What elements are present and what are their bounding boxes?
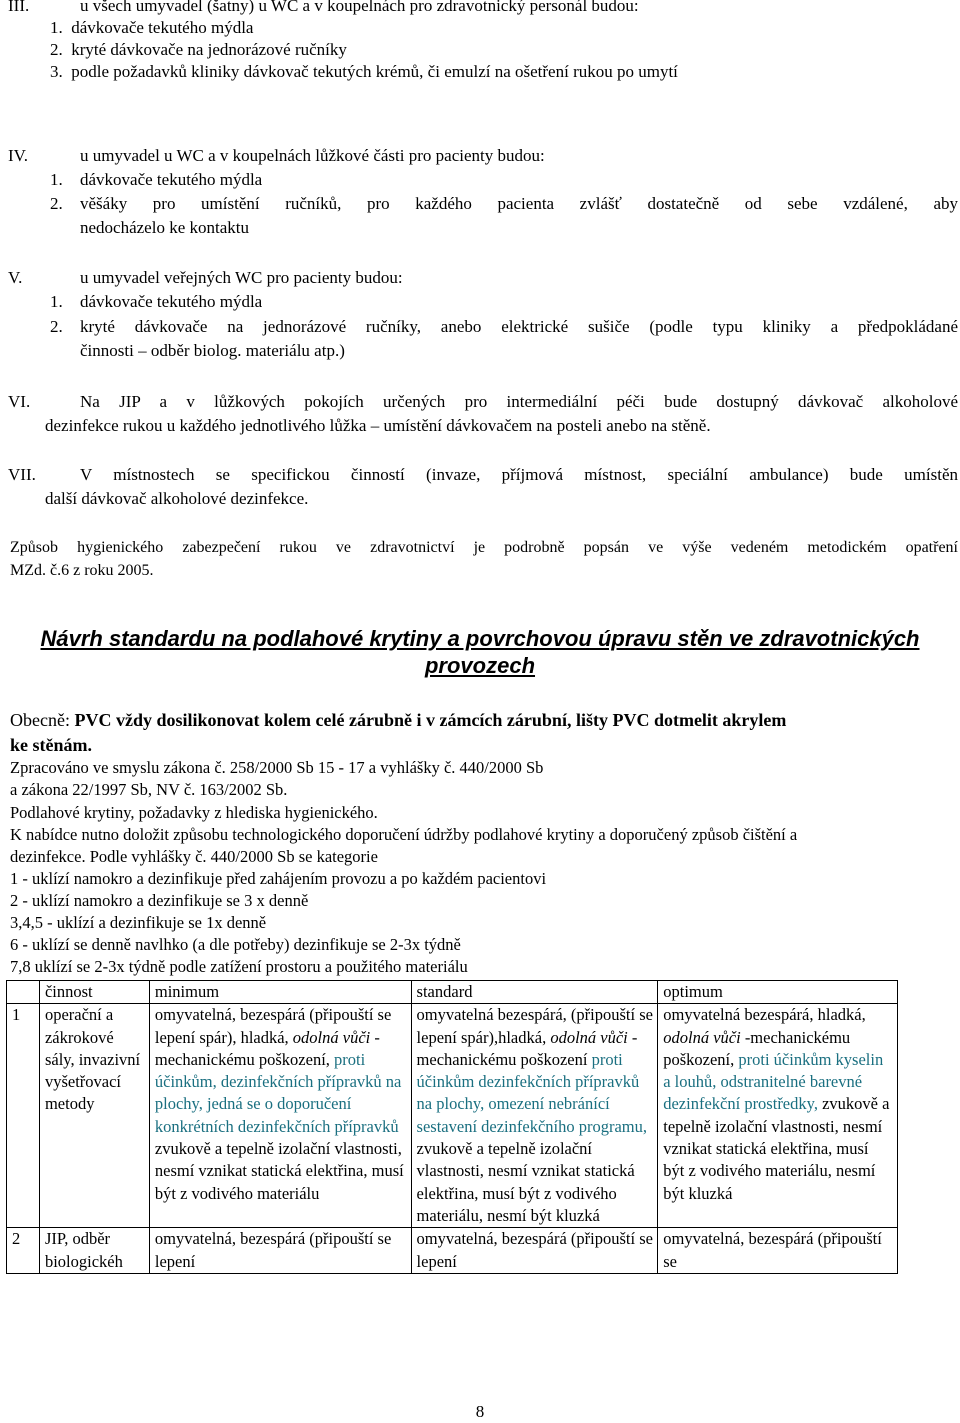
table-header-cell bbox=[7, 981, 40, 1004]
section-vi-label: VI. bbox=[8, 392, 31, 411]
minimum-text: zvukově a tepelně izolační vlastnosti, nesmí vznikat statická elektřina, musí být z vodivého materiálu bbox=[154, 1139, 404, 1203]
table-row bbox=[7, 1228, 898, 1274]
table-header-cell: standard bbox=[411, 981, 658, 1004]
standard-heading-line-1: Návrh standardu na podlahové krytiny a povrchovou úpravu stěn ve zdravotnických bbox=[40, 626, 920, 651]
standard-text: omyvatelná bezespárá, (připouští se lepení spár),hladká, bbox=[416, 1005, 653, 1047]
section-iii-item-2: 2. kryté dávkovače na jednorázové ručníky bbox=[50, 40, 347, 59]
section-iv-intro: u umyvadel u WC a v koupelnách lůžkové části pro pacienty budou: bbox=[80, 146, 545, 165]
section-v-item-1-num: 1. bbox=[50, 292, 63, 311]
section-v-item-2-num: 2. bbox=[50, 317, 63, 336]
optimum-teal-text: proti účinkům kyselin a louhů, odstranitelné barevné dezinfekční prostředky, bbox=[663, 1049, 884, 1114]
body-line: dezinfekce. Podle vyhlášky č. 440/2000 Sb se kategorie bbox=[10, 847, 378, 866]
section-vii-line-2: další dávkovač alkoholové dezinfekce. bbox=[45, 489, 309, 508]
standard-text: -mechanickému poškození bbox=[416, 1027, 638, 1069]
section-iv-item-1: dávkovače tekutého mýdla bbox=[80, 170, 263, 189]
standard-teal-text: proti účinkům dezinfekčních přípravků na plochy, omezení nebránící sestavení dezinfekčního programu, bbox=[416, 1049, 648, 1136]
section-v-item-2-line-2: činnosti – odběr biolog. materiálu atp.) bbox=[80, 341, 345, 360]
section-iii-label: III. bbox=[8, 0, 30, 15]
section-v-item-1: dávkovače tekutého mýdla bbox=[80, 292, 263, 311]
general-bold-line-2: ke stěnám. bbox=[10, 735, 92, 755]
page-number: 8 bbox=[475, 1402, 485, 1421]
table-row bbox=[7, 1004, 898, 1228]
section-iv-item-1-num: 1. bbox=[50, 170, 63, 189]
section-iv-item-2-line-2: nedocházelo ke kontaktu bbox=[80, 218, 249, 237]
general-bold-line-1: PVC vždy dosilikonovat kolem celé zárubně i v zámcích zárubní, lišty PVC dotmelit akrylem bbox=[74, 710, 787, 730]
method-note-line-1: Způsob hygienického zabezpečení rukou ve zdravotnictví je podrobně popsán ve výše vedeném metodickém opatření bbox=[10, 539, 958, 556]
section-v-intro: u umyvadel veřejných WC pro pacienty budou: bbox=[80, 268, 403, 287]
row-standard: omyvatelná, bezespárá (připouští se lepení bbox=[411, 1228, 658, 1274]
minimum-text: omyvatelná, bezespárá (připouští se lepení spár), hladká, bbox=[154, 1005, 392, 1047]
standard-italic: odolná vůči bbox=[550, 1027, 628, 1047]
general-statement bbox=[10, 708, 786, 732]
row-number: 1 bbox=[7, 1004, 40, 1228]
minimum-italic: odolná vůči bbox=[292, 1027, 371, 1047]
minimum-text: -mechanickému poškození, bbox=[154, 1027, 380, 1069]
section-v-label: V. bbox=[8, 268, 23, 287]
minimum-teal-text: proti účinkům, dezinfekčních přípravků na plochy, jedná se o doporučení konkrétních dezinfekčních přípravků bbox=[154, 1049, 402, 1136]
section-v-item-2-line-1: kryté dávkovače na jednorázové ručníky, anebo elektrické sušiče (podle typu kliniky a předpokládané bbox=[80, 317, 958, 336]
general-label: Obecně: bbox=[10, 710, 75, 730]
flooring-standards-table bbox=[6, 980, 898, 1274]
table-header-cell: činnost bbox=[39, 981, 149, 1004]
section-vi-line-1: Na JIP a v lůžkových pokojích určených pro intermediální péči bude dostupný dávkovač alkoholové bbox=[80, 392, 958, 411]
section-iii-item-1: 1. dávkovače tekutého mýdla bbox=[50, 18, 254, 37]
body-line: 6 - uklízí se denně navlhko (a dle potřeby) dezinfikuje se 2-3x týdně bbox=[10, 935, 461, 954]
table-header-row bbox=[7, 981, 898, 1004]
row-activity: operační a zákrokové sály, invazivní vyšetřovací metody bbox=[39, 1004, 149, 1228]
row-optimum: omyvatelná, bezespárá (připouští se bbox=[658, 1228, 898, 1274]
row-minimum bbox=[149, 1004, 411, 1228]
row-number: 2 bbox=[7, 1228, 40, 1274]
optimum-italic: odolná vůči bbox=[663, 1027, 741, 1047]
row-optimum bbox=[658, 1004, 898, 1228]
body-line: a zákona 22/1997 Sb, NV č. 163/2002 Sb. bbox=[10, 780, 288, 799]
section-iii-item-3: 3. podle požadavků kliniky dávkovač tekutých krémů, či emulzí na ošetření rukou po umytí bbox=[50, 62, 678, 81]
body-line: 2 - uklízí namokro a dezinfikuje se 3 x denně bbox=[10, 891, 309, 910]
section-vii-line-1: V místnostech se specifickou činností (invaze, příjmová místnost, speciální ambulance) bude umístěn bbox=[80, 465, 958, 484]
row-standard bbox=[411, 1004, 658, 1228]
table-header-cell: optimum bbox=[658, 981, 898, 1004]
section-vii-label: VII. bbox=[8, 465, 36, 484]
standard-text: zvukově a tepelně izolační vlastnosti, nesmí vznikat statická elektřina, musí být z vodivého materiálu, nesmí být kluzká bbox=[416, 1139, 635, 1225]
row-activity: JIP, odběr biologickéh bbox=[39, 1228, 149, 1274]
section-vi-line-2: dezinfekce rukou u každého jednotlivého lůžka – umístění dávkovačem na posteli anebo na stěně. bbox=[45, 416, 711, 435]
standard-heading bbox=[10, 625, 950, 679]
optimum-text: omyvatelná bezespárá, hladká, bbox=[663, 1005, 866, 1025]
row-minimum: omyvatelná, bezespárá (připouští se lepení bbox=[149, 1228, 411, 1274]
table-header-cell: minimum bbox=[149, 981, 411, 1004]
section-iv-label: IV. bbox=[8, 146, 28, 165]
section-iii-intro: u všech umyvadel (šatny) u WC a v koupelnách pro zdravotnický personál budou: bbox=[80, 0, 639, 15]
body-line: 3,4,5 - uklízí a dezinfikuje se 1x denně bbox=[10, 913, 267, 932]
optimum-text: -mechanickému poškození, bbox=[663, 1027, 851, 1069]
body-line: K nabídce nutno doložit způsobu technologického doporučení údržby podlahové krytiny a doporučený způsob čištění a bbox=[10, 825, 798, 844]
standard-heading-line-2: provozech bbox=[424, 653, 536, 678]
body-line: 1 - uklízí namokro a dezinfikuje před zahájením provozu a po každém pacientovi bbox=[10, 869, 547, 888]
body-line: 7,8 uklízí se 2-3x týdně podle zatížení prostoru a použitého materiálu bbox=[10, 957, 468, 976]
section-iv-item-2-num: 2. bbox=[50, 194, 63, 213]
method-note-line-2: MZd. č.6 z roku 2005. bbox=[10, 562, 154, 579]
optimum-text: zvukově a tepelně izolační vlastnosti, nesmí vznikat statická elektřina, musí být z vodivého materiálu, nesmí být kluzká bbox=[663, 1094, 890, 1203]
body-line: Podlahové krytiny, požadavky z hlediska hygienického. bbox=[10, 803, 378, 822]
section-iv-item-2-line-1: věšáky pro umístění ručníků, pro každého pacienta zvlášť dostatečně od sebe vzdálené, aby bbox=[80, 194, 958, 213]
body-line: Zpracováno ve smyslu zákona č. 258/2000 Sb 15 - 17 a vyhlášky č. 440/2000 Sb bbox=[10, 758, 544, 777]
